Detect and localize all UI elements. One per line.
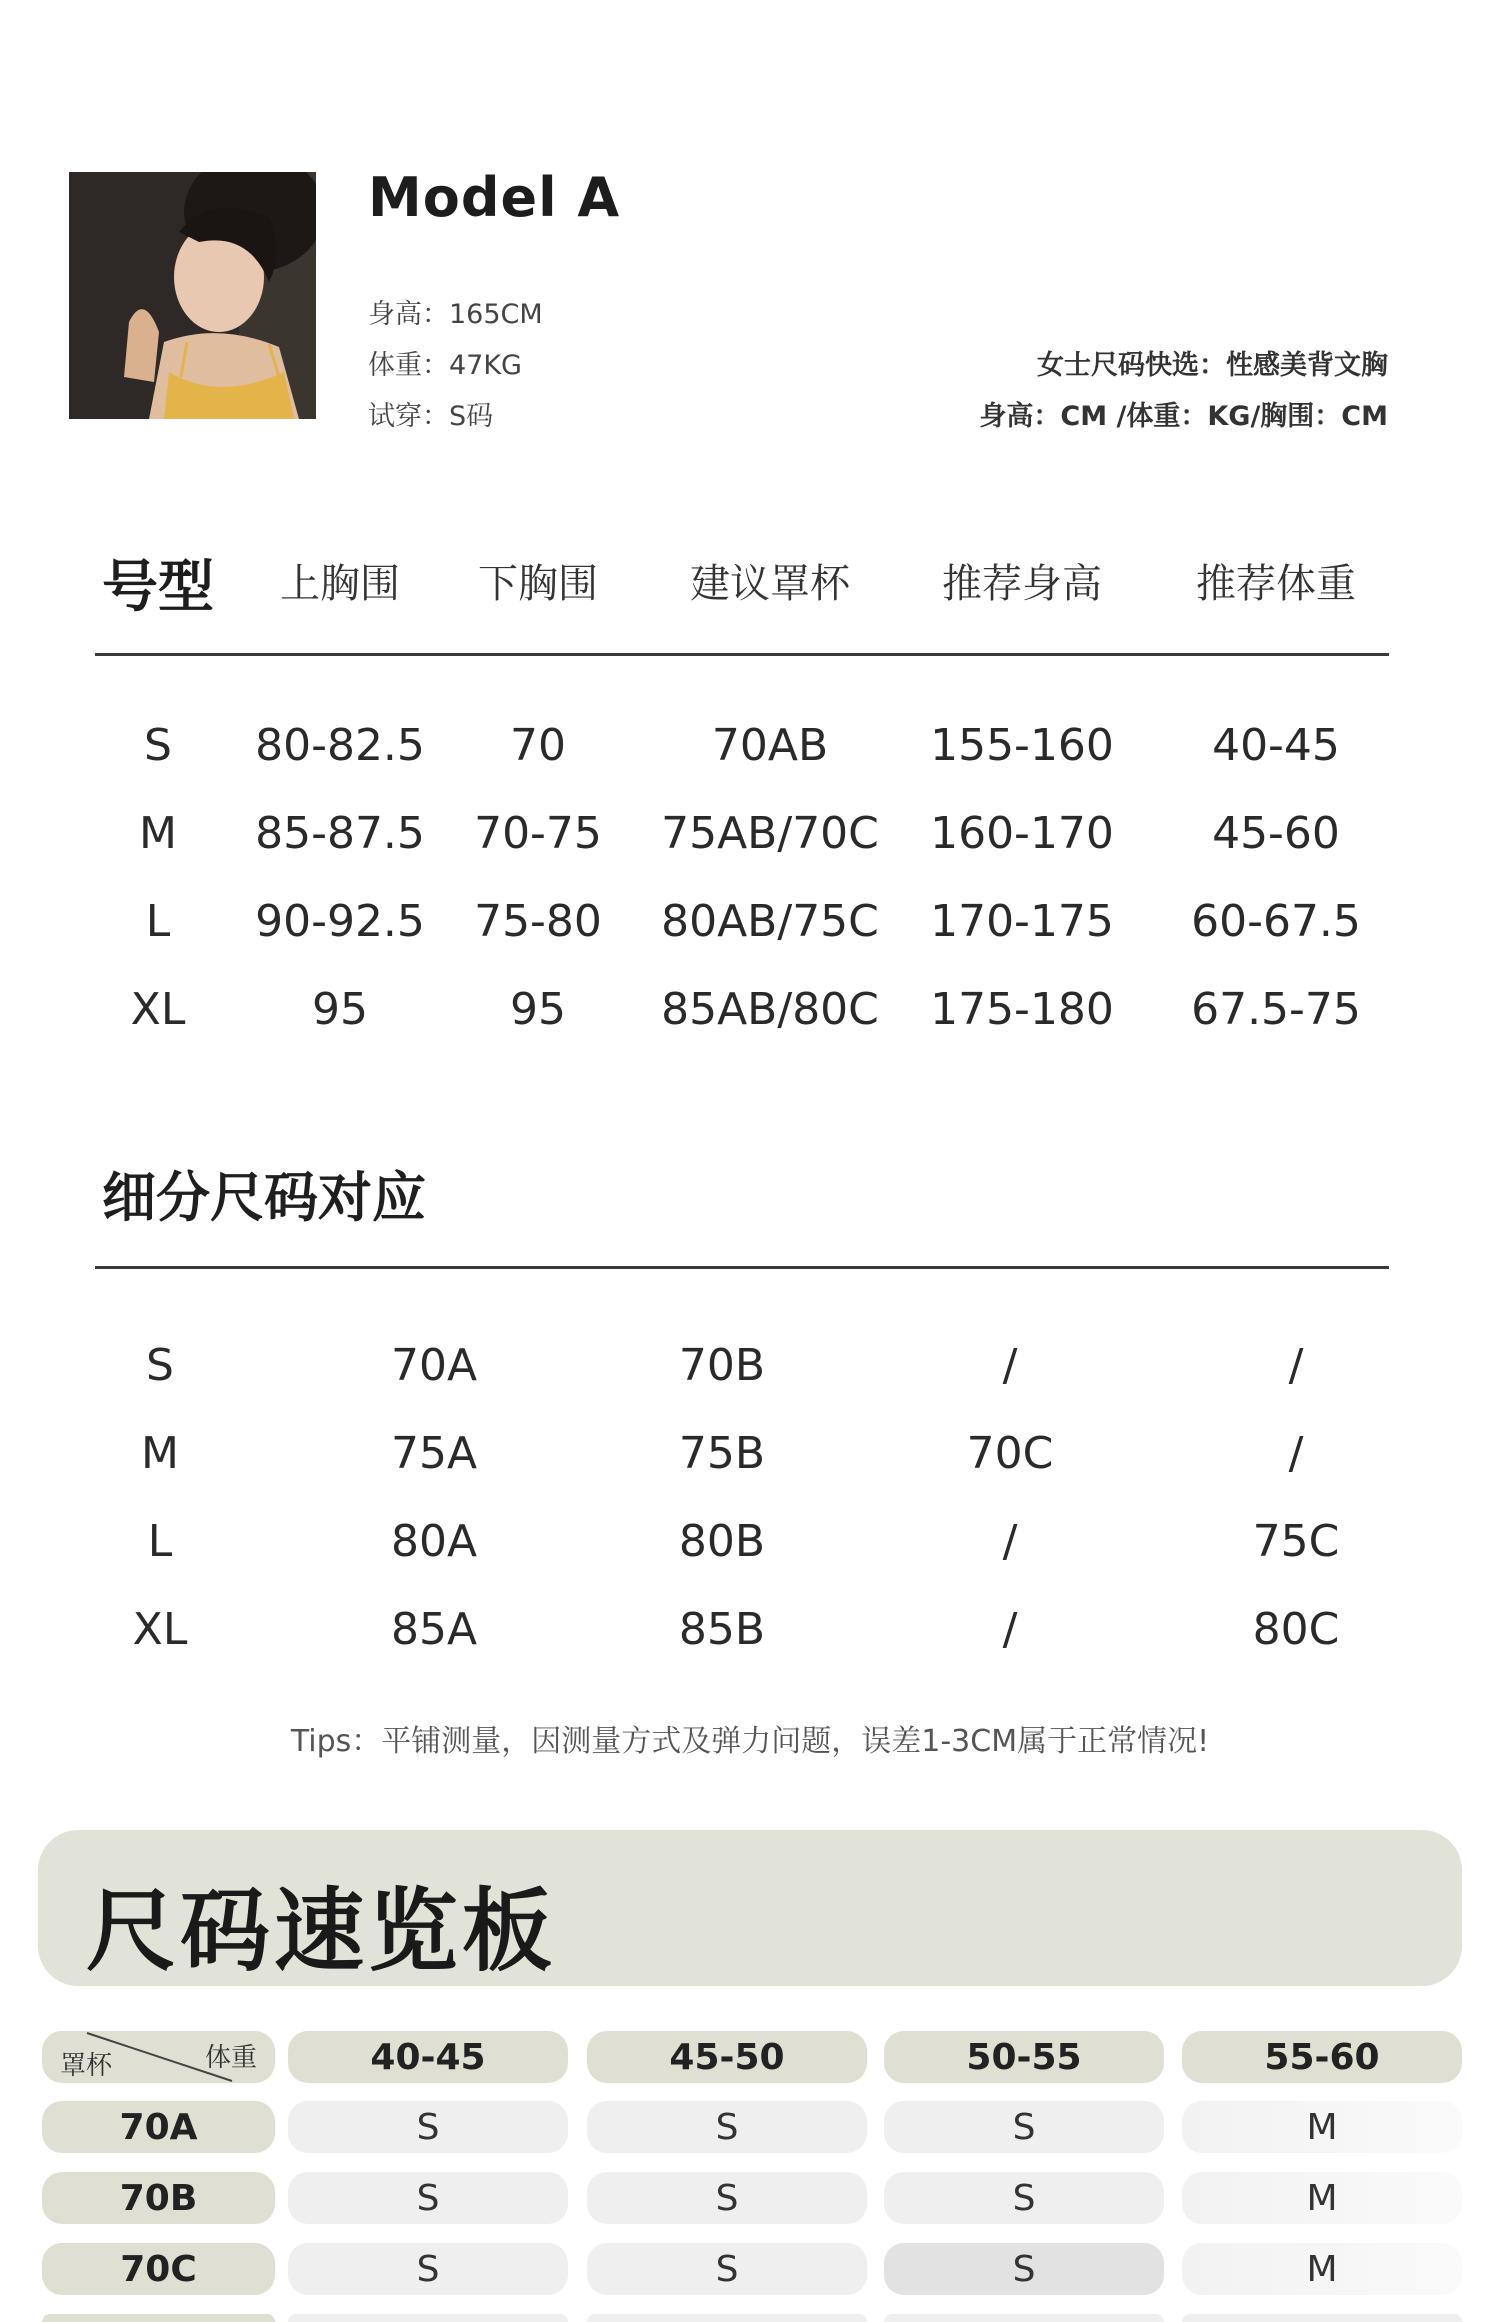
size-cell-upper-bust: 95 xyxy=(312,984,368,1035)
subdivision-cell: / xyxy=(1288,1428,1304,1479)
size-cell-weight: 60-67.5 xyxy=(1191,896,1361,947)
size-cell-size: S xyxy=(144,720,172,771)
subdivision-cell: L xyxy=(147,1516,173,1567)
subdivision-cell: 85B xyxy=(678,1604,766,1655)
subdivision-cell: / xyxy=(1002,1340,1018,1391)
board-next-row-edge xyxy=(884,2314,1164,2322)
size-cell-cup: 70AB xyxy=(711,720,829,771)
board-weight-header: 40-45 xyxy=(288,2031,568,2083)
size-cell-height: 160-170 xyxy=(930,808,1114,859)
model-tried-size: 试穿：S码 xyxy=(368,401,494,432)
subdivision-cell: 70A xyxy=(390,1340,478,1391)
board-size-cell: S xyxy=(288,2101,568,2153)
board-size-cell: S xyxy=(884,2243,1164,2295)
board-corner-cell xyxy=(42,2031,275,2083)
model-photo xyxy=(69,172,316,419)
board-next-row-edge xyxy=(42,2314,275,2322)
subdivision-cell: 80C xyxy=(1252,1604,1340,1655)
size-cell-under-bust: 70-75 xyxy=(474,808,602,859)
board-size-cell: S xyxy=(587,2101,867,2153)
header-upper-bust: 上胸围 xyxy=(280,561,400,607)
subdivision-cell: M xyxy=(141,1428,179,1479)
subdivision-cell: / xyxy=(1288,1340,1304,1391)
header-under-bust: 下胸围 xyxy=(478,561,598,607)
subdivision-cell: 75B xyxy=(678,1428,766,1479)
model-height: 身高：165CM xyxy=(368,299,543,330)
subdivision-cell: 80B xyxy=(678,1516,766,1567)
board-cup-label: 70A xyxy=(42,2101,275,2153)
header-height: 推荐身高 xyxy=(942,561,1102,607)
subdivision-cell: 80A xyxy=(390,1516,478,1567)
board-size-cell: M xyxy=(1182,2243,1462,2295)
header-cup: 建议罩杯 xyxy=(690,561,850,607)
board-weight-header: 55-60 xyxy=(1182,2031,1462,2083)
board-cup-label: 70B xyxy=(42,2172,275,2224)
model-name: Model A xyxy=(368,166,621,229)
size-cell-size: XL xyxy=(130,984,186,1035)
tips-text: Tips：平铺测量，因测量方式及弹力问题，误差1-3CM属于正常情况! xyxy=(290,1724,1210,1759)
corner-cup-label: 罩杯 xyxy=(60,2051,113,2081)
size-cell-cup: 85AB/80C xyxy=(661,984,879,1035)
subdivision-divider xyxy=(95,1266,1389,1269)
board-title: 尺码速览板 xyxy=(86,1879,556,1984)
size-cell-size: M xyxy=(139,808,177,859)
subdivision-cell: 70B xyxy=(678,1340,766,1391)
board-size-cell: M xyxy=(1182,2172,1462,2224)
subdivision-cell: / xyxy=(1002,1516,1018,1567)
board-size-cell: S xyxy=(884,2101,1164,2153)
subdivision-cell: 70C xyxy=(966,1428,1054,1479)
subdivision-cell: S xyxy=(146,1340,174,1391)
model-portrait-image xyxy=(69,172,316,419)
subdivision-cell: / xyxy=(1002,1604,1018,1655)
board-weight-header: 50-55 xyxy=(884,2031,1164,2083)
board-cup-label: 70C xyxy=(42,2243,275,2295)
size-cell-upper-bust: 80-82.5 xyxy=(255,720,425,771)
model-weight: 体重：47KG xyxy=(368,350,522,381)
subdivision-cell: 75C xyxy=(1252,1516,1340,1567)
subdivision-cell: XL xyxy=(132,1604,188,1655)
subdivision-title: 细分尺码对应 xyxy=(102,1166,426,1229)
size-cell-under-bust: 70 xyxy=(510,720,566,771)
size-cell-weight: 40-45 xyxy=(1212,720,1340,771)
size-cell-size: L xyxy=(145,896,171,947)
corner-weight-label: 体重 xyxy=(204,2043,257,2073)
board-size-cell: S xyxy=(587,2172,867,2224)
board-size-cell: S xyxy=(884,2172,1164,2224)
board-size-cell: S xyxy=(288,2243,568,2295)
size-cell-upper-bust: 90-92.5 xyxy=(255,896,425,947)
board-size-cell: S xyxy=(288,2172,568,2224)
size-cell-cup: 75AB/70C xyxy=(661,808,879,859)
size-cell-weight: 45-60 xyxy=(1212,808,1340,859)
header-size: 号型 xyxy=(102,555,214,620)
size-cell-under-bust: 95 xyxy=(510,984,566,1035)
units-note: 身高：CM /体重：KG/胸围：CM xyxy=(979,401,1388,432)
size-cell-weight: 67.5-75 xyxy=(1191,984,1361,1035)
size-cell-under-bust: 75-80 xyxy=(474,896,602,947)
size-cell-cup: 80AB/75C xyxy=(661,896,879,947)
subdivision-cell: 85A xyxy=(390,1604,478,1655)
size-cell-height: 175-180 xyxy=(930,984,1114,1035)
board-next-row-edge xyxy=(587,2314,867,2322)
table-divider xyxy=(95,653,1389,656)
board-size-cell: M xyxy=(1182,2101,1462,2153)
size-cell-upper-bust: 85-87.5 xyxy=(255,808,425,859)
size-cell-height: 155-160 xyxy=(930,720,1114,771)
header-weight: 推荐体重 xyxy=(1196,561,1356,607)
quick-select-note: 女士尺码快选：性感美背文胸 xyxy=(1037,350,1388,381)
size-cell-height: 170-175 xyxy=(930,896,1114,947)
board-next-row-edge xyxy=(1182,2314,1462,2322)
subdivision-cell: 75A xyxy=(390,1428,478,1479)
board-weight-header: 45-50 xyxy=(587,2031,867,2083)
board-next-row-edge xyxy=(288,2314,568,2322)
board-size-cell: S xyxy=(587,2243,867,2295)
